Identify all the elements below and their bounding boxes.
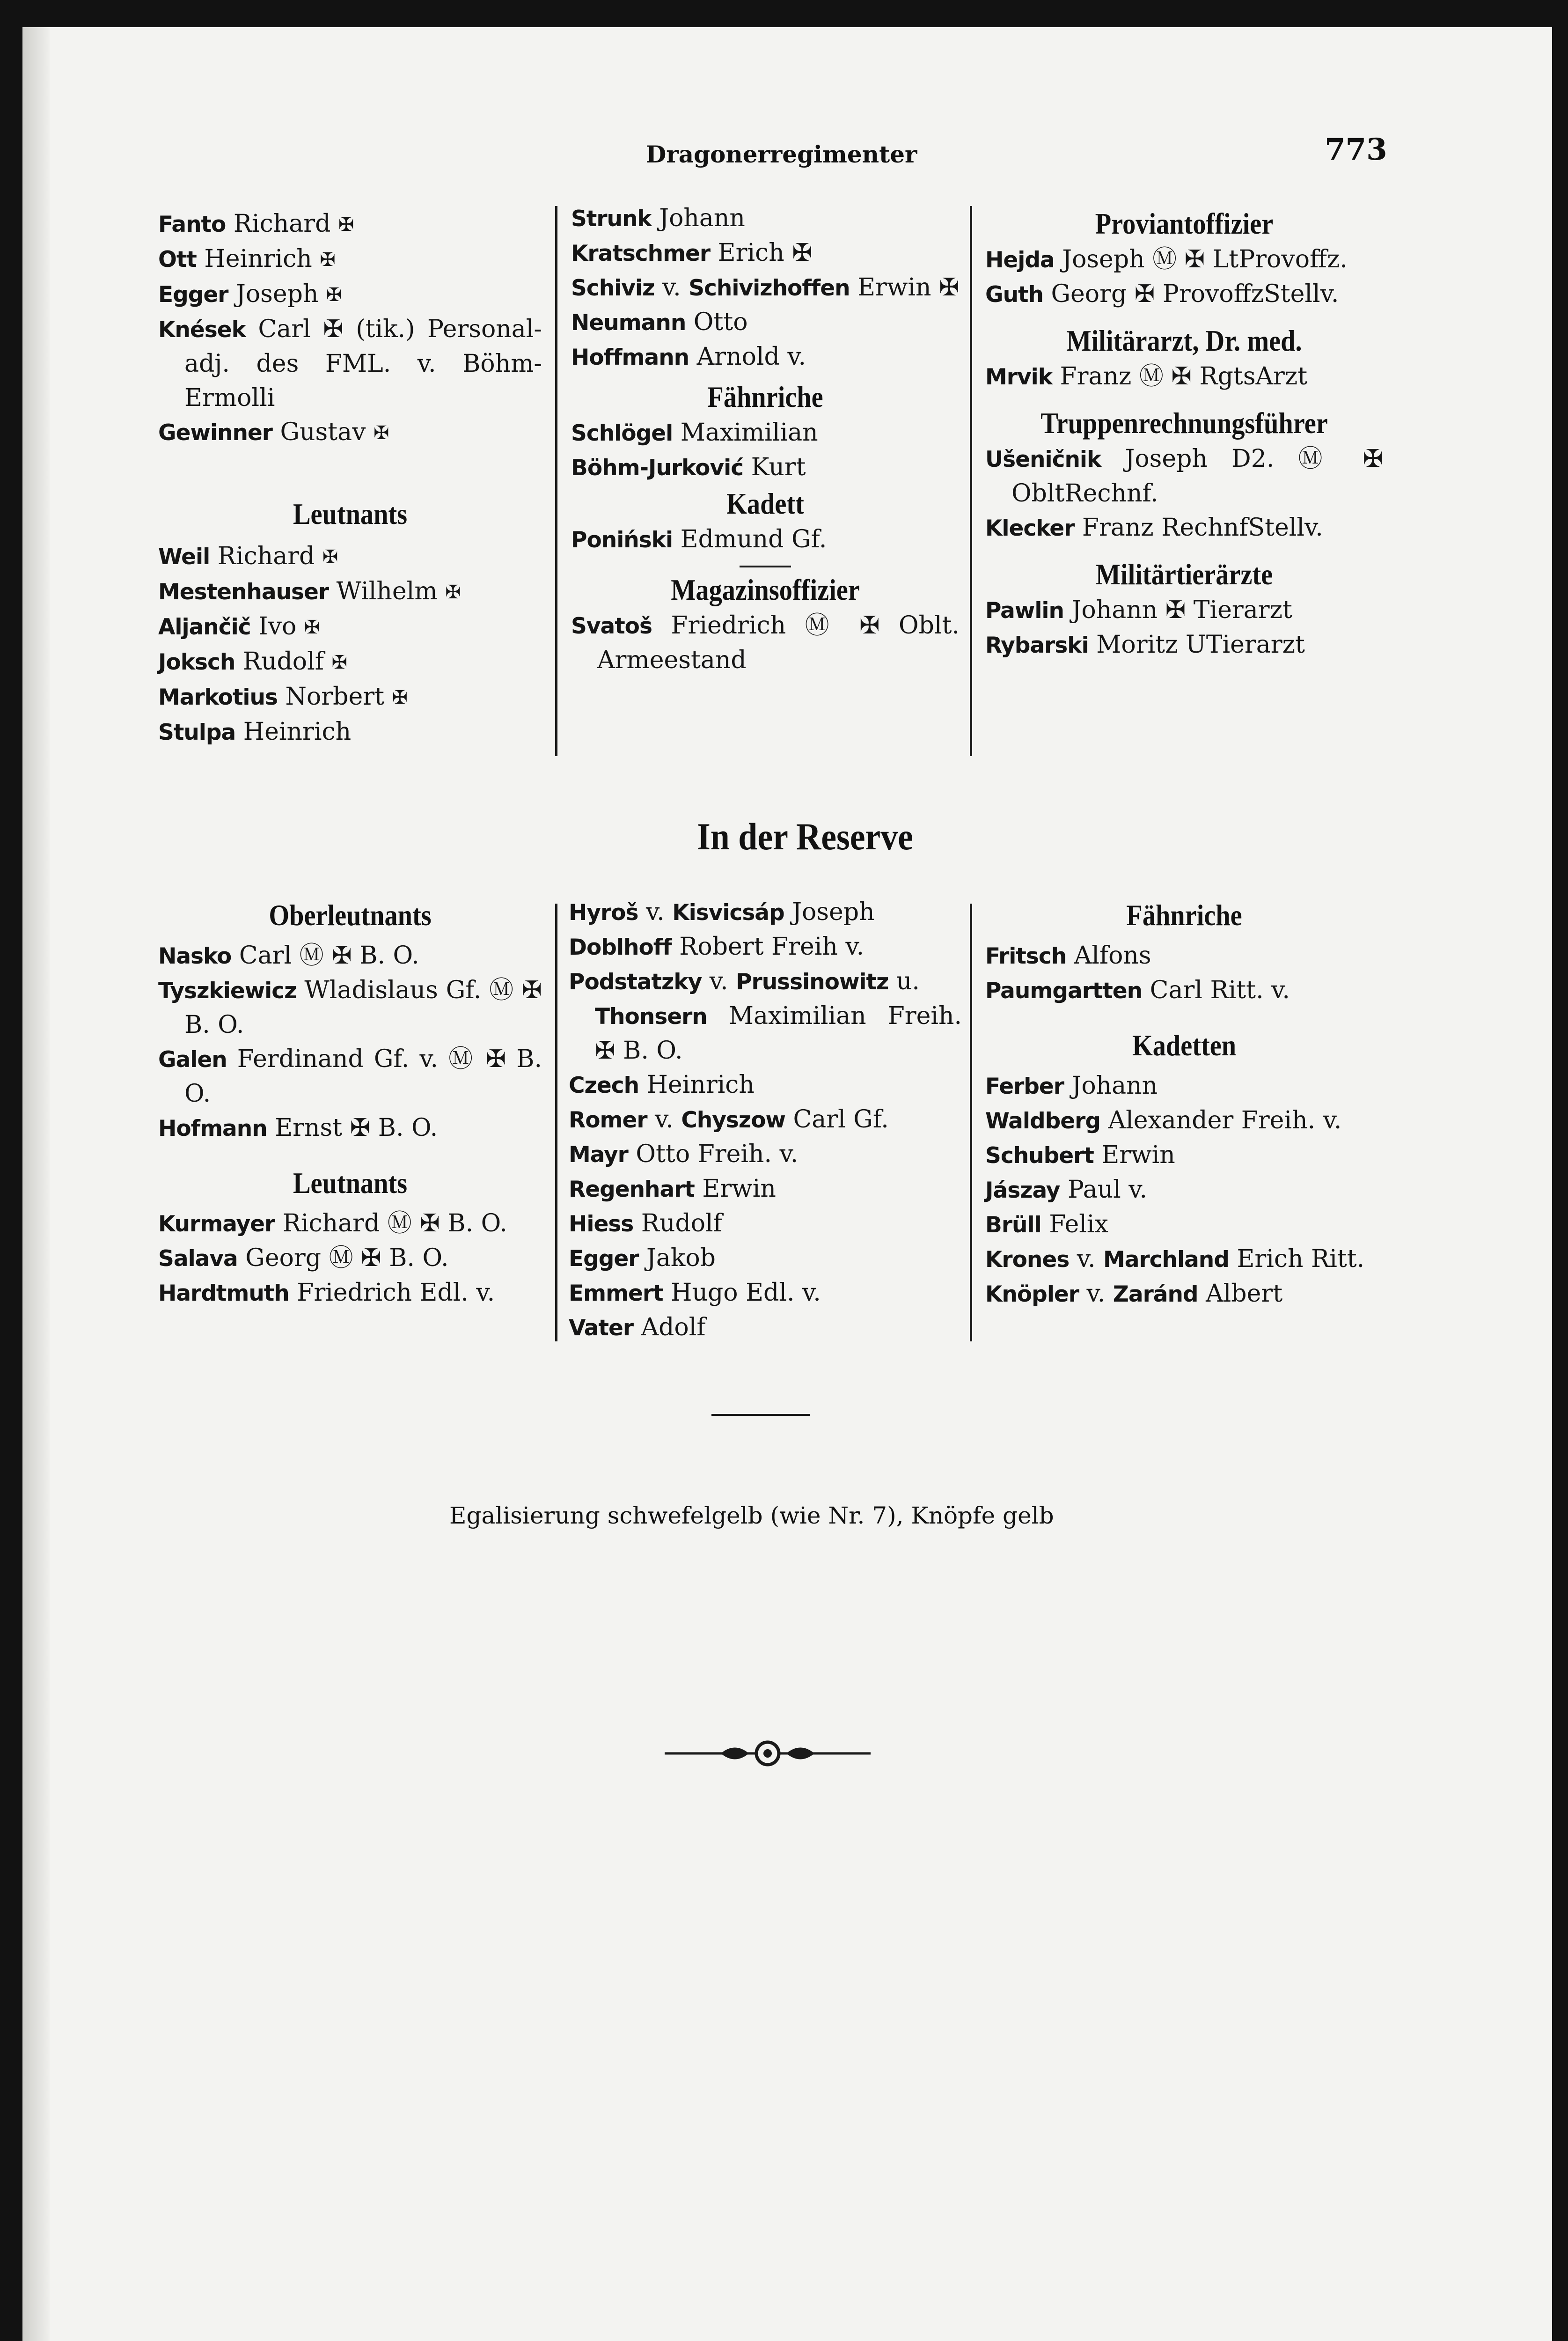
bottom-left-column <box>158 897 542 1310</box>
footer-note: Egalisierung schwefelgelb (wie Nr. 7), Knöpfe gelb <box>449 1502 1054 1529</box>
divider <box>740 566 791 567</box>
bottom-middle-column <box>569 895 962 1345</box>
list-item: Kurmayer Richard Ⓜ ✠ B. O. <box>158 1209 507 1237</box>
list-item: Svatoš Friedrich Ⓜ ✠ Oblt. Armeestand <box>571 611 960 674</box>
heading-kadett: Kadett <box>726 487 804 520</box>
list-item: Gewinner Gustav ✠ <box>158 418 389 446</box>
list-item: Knések Carl ✠ (tik.) Personal-adj. des FML. v. Böhm-Ermolli <box>158 315 542 412</box>
list-item: Hiess Rudolf <box>569 1209 722 1237</box>
list-item: Mrvik Franz Ⓜ ✠ RgtsArzt <box>985 362 1308 390</box>
page-gutter <box>22 27 50 2341</box>
list-item: Joksch Rudolf ✠ <box>158 648 348 676</box>
list-item: Mestenhauser Wilhelm ✠ <box>158 577 461 605</box>
list-item: Galen Ferdinand Gf. v. Ⓜ ✠ B. O. <box>158 1045 542 1108</box>
running-head: Dragonerregimenter <box>646 140 917 168</box>
heading-kadetten: Kadetten <box>1132 1029 1237 1062</box>
list-item: Waldberg Alexander Freih. v. <box>985 1106 1342 1134</box>
top-right-column <box>985 205 1383 663</box>
list-item: Brüll Felix <box>985 1210 1108 1238</box>
list-item: Guth Georg ✠ ProvoffzStellv. <box>985 280 1339 308</box>
list-item: Knöpler v. Zaránd Albert <box>985 1280 1283 1308</box>
list-item: Jászay Paul v. <box>985 1176 1148 1204</box>
heading-proviantoffizier: Proviantoffizier <box>1095 207 1274 240</box>
list-item: Hyroš v. Kisvicsáp Joseph <box>569 898 875 926</box>
list-item: Schubert Erwin <box>985 1141 1175 1169</box>
list-item: Podstatzky v. Prussinowitz u. <box>569 967 920 995</box>
list-item: Schiviz v. Schivizhoffen Erwin ✠ <box>571 273 960 302</box>
heading-leutnants: Leutnants <box>293 497 408 530</box>
list-item: Kratschmer Erich ✠ <box>571 239 813 267</box>
list-item: Czech Heinrich <box>569 1071 755 1099</box>
list-item: Ferber Johann <box>985 1072 1158 1100</box>
list-item: Stulpa Heinrich <box>158 718 352 746</box>
column-rule <box>555 904 557 1341</box>
heading-militaertieraerzte: Militärtierärzte <box>1095 558 1273 591</box>
list-item: Regenhart Erwin <box>569 1175 776 1203</box>
list-item: Weil Richard ✠ <box>158 542 338 570</box>
column-rule <box>555 206 557 756</box>
reserve-heading: In der Reserve <box>697 815 913 858</box>
list-item: Egger Joseph ✠ <box>158 280 342 308</box>
list-item: Markotius Norbert ✠ <box>158 683 408 711</box>
list-item: Thonsern Maximilian Freih. ✠ B. O. <box>595 1002 962 1065</box>
list-item: Strunk Johann <box>571 204 745 232</box>
list-item: Egger Jakob <box>569 1244 716 1272</box>
heading-leutnants-reserve: Leutnants <box>293 1166 408 1200</box>
list-item: Neumann Otto <box>571 308 748 336</box>
list-item: Klecker Franz RechnfStellv. <box>985 514 1323 542</box>
list-item: Ott Heinrich ✠ <box>158 245 336 273</box>
list-item: Hoffmann Arnold v. <box>571 343 806 371</box>
heading-faehnriche-reserve: Fähnriche <box>1126 898 1242 932</box>
list-item: Mayr Otto Freih. v. <box>569 1140 799 1168</box>
page-number: 773 <box>1325 132 1387 167</box>
list-item: Nasko Carl Ⓜ ✠ B. O. <box>158 942 419 970</box>
list-item: Romer v. Chyszow Carl Gf. <box>569 1105 889 1134</box>
heading-truppenrechnungsfuehrer: Truppenrechnungsführer <box>1040 406 1328 440</box>
list-item: Aljančič Ivo ✠ <box>158 612 320 640</box>
list-item: Fanto Richard ✠ <box>158 210 354 238</box>
heading-faehnriche: Fähnriche <box>707 380 823 413</box>
bottom-right-column <box>985 897 1383 1311</box>
list-item: Vater Adolf <box>569 1313 706 1341</box>
list-item: Rybarski Moritz UTierarzt <box>985 631 1305 659</box>
list-item: Tyszkiewicz Wladislaus Gf. Ⓜ ✠ B. O. <box>158 976 542 1039</box>
list-item: Schlögel Maximilian <box>571 419 818 447</box>
top-middle-column <box>571 201 960 677</box>
list-item: Paumgartten Carl Ritt. v. <box>985 976 1290 1004</box>
heading-magazinsoffizier: Magazinsoffizier <box>671 573 860 606</box>
list-item: Ušeničnik Joseph D2. Ⓜ ✠ ObltRechnf. <box>985 445 1383 508</box>
ornament-icon <box>665 1737 871 1770</box>
list-item: Salava Georg Ⓜ ✠ B. O. <box>158 1244 449 1272</box>
list-item: Böhm-Jurković Kurt <box>571 453 806 481</box>
section-divider <box>711 1414 810 1416</box>
column-rule <box>970 206 972 756</box>
list-item: Fritsch Alfons <box>985 942 1151 970</box>
list-item: Krones v. Marchland Erich Ritt. <box>985 1245 1365 1273</box>
list-item: Hardtmuth Friedrich Edl. v. <box>158 1279 495 1307</box>
list-item: Emmert Hugo Edl. v. <box>569 1279 821 1307</box>
top-left-column <box>158 207 542 750</box>
heading-militaerarzt: Militärarzt, Dr. med. <box>1066 324 1302 357</box>
list-item: Pawlin Johann ✠ Tierarzt <box>985 596 1292 624</box>
list-item: Hofmann Ernst ✠ B. O. <box>158 1114 438 1142</box>
column-rule <box>970 904 972 1341</box>
list-item: Doblhoff Robert Freih v. <box>569 933 865 961</box>
list-item: Hejda Joseph Ⓜ ✠ LtProvoffz. <box>985 245 1348 273</box>
heading-oberleutnants: Oberleutnants <box>269 898 432 932</box>
list-item: Poniński Edmund Gf. <box>571 525 827 553</box>
